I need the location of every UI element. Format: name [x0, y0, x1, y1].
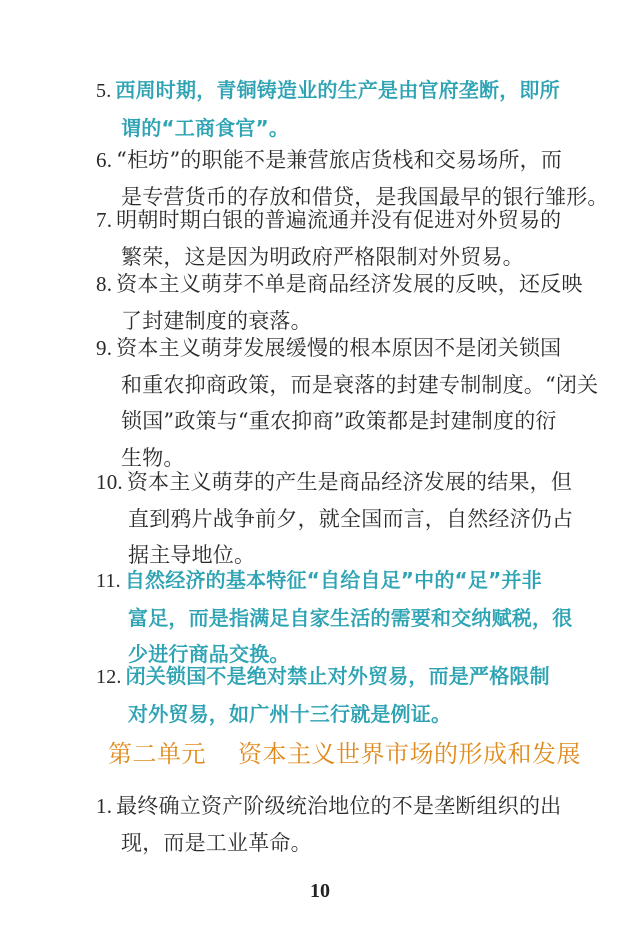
item-number: 7.	[96, 208, 113, 232]
list-item-9	[96, 330, 599, 476]
item-number: 9.	[96, 336, 113, 360]
item-number: 12.	[96, 666, 122, 688]
item-text-line: 明朝时期白银的普遍流通并没有促进对外贸易的	[116, 208, 562, 232]
item-text-line: 对外贸易，如广州十三行就是例证。	[128, 701, 452, 726]
list-item-5	[96, 72, 566, 146]
item-number: 10.	[96, 470, 123, 494]
item-text-line: 现，而是工业革命。	[121, 830, 312, 855]
list-item-7	[96, 202, 566, 275]
unit-title: 资本主义世界市场的形成和发展	[238, 740, 581, 768]
item-text-line: 直到鸦片战争前夕，就全国而言，自然经济仍占	[128, 506, 574, 531]
list-item-11	[96, 562, 573, 673]
item-text-line: 繁荣，这是因为明政府严格限制对外贸易。	[121, 244, 524, 269]
list-item-10	[96, 464, 574, 574]
item-text-line: 资本主义萌芽的产生是商品经济发展的结果，但	[126, 470, 573, 494]
item-number: 1.	[96, 794, 113, 818]
item-text-line: 锁国”政策与“重农抑商”政策都是封建制度的衍	[121, 409, 557, 433]
item-text-line: 闭关锁国不是绝对禁止对外贸易，而是严格限制	[125, 664, 550, 688]
item-text-line: 最终确立资产阶级统治地位的不是垄断组织的出	[116, 794, 562, 818]
page-number: 10	[310, 880, 330, 902]
item-text-line: 资本主义萌芽不单是商品经济发展的反映，还反映	[116, 272, 583, 296]
unit-label: 第二单元	[108, 740, 206, 768]
item-text-line: 富足，而是指满足自家生活的需要和交纳赋税，很	[128, 605, 573, 630]
unit-heading	[108, 734, 581, 769]
item-number: 5.	[96, 80, 112, 102]
item-text-line: 和重农抑商政策，而是衰落的封建专制制度。“闭关	[121, 372, 599, 397]
item-number: 6.	[96, 148, 113, 172]
list-item-unit2-1	[96, 788, 566, 861]
item-text-line: 据主导地位。	[128, 543, 256, 567]
item-text-line: 资本主义萌芽发展缓慢的根本原因不是闭关锁国	[116, 336, 562, 360]
item-text-line: 是专营货币的存放和借贷，是我国最早的银行雏形。	[121, 184, 609, 209]
item-text-line: 生物。	[121, 445, 185, 470]
item-text-line: 自然经济的基本特征“自给自足”中的“足”并非	[124, 568, 542, 592]
list-item-8	[96, 266, 583, 339]
item-number: 8.	[96, 272, 113, 296]
item-number: 11.	[96, 570, 121, 592]
item-text-line: 西周时期，青铜铸造业的生产是由官府垄断，即所	[115, 78, 560, 102]
list-item-12	[96, 658, 566, 732]
item-text-line: 少进行商品交换。	[128, 642, 290, 666]
item-text-line: 了封建制度的衰落。	[121, 308, 312, 333]
item-text-line: 谓的“工商食官”。	[121, 115, 290, 140]
item-text-line: “柜坊”的职能不是兼营旅店货栈和交易场所，而	[116, 148, 563, 172]
